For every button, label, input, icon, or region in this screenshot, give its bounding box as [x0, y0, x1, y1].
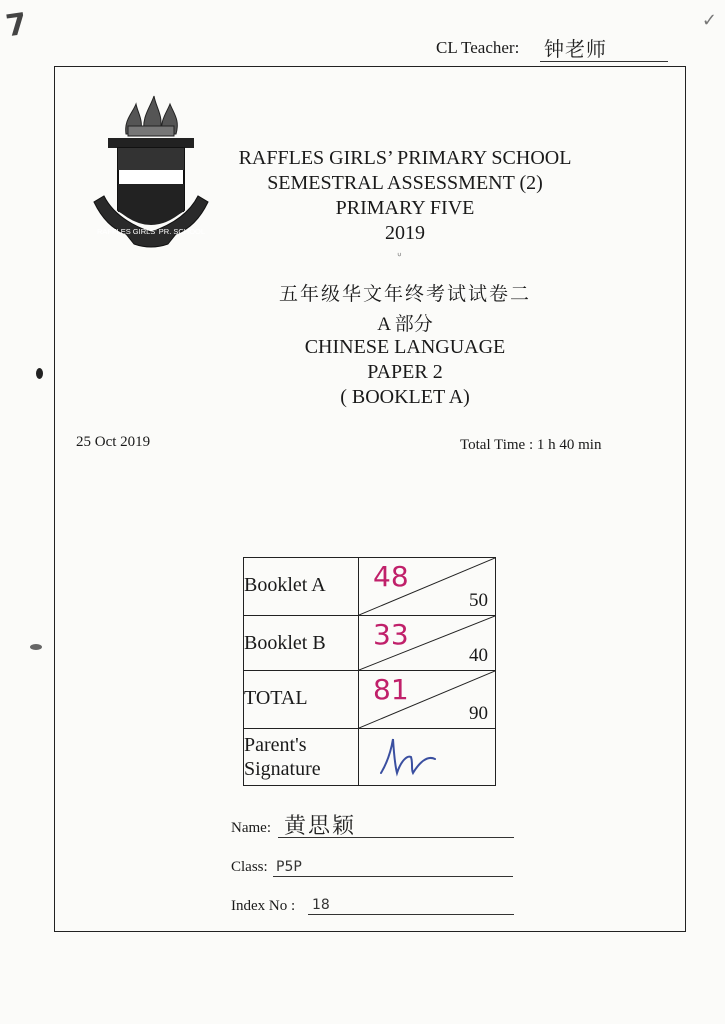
row-label: Booklet A [244, 574, 326, 596]
score-total: 40 [469, 645, 488, 666]
small-pen-mark: ᐡ [397, 250, 402, 264]
cl-teacher-name: 钟老师 [544, 37, 607, 61]
score-handwritten: 81 [373, 673, 409, 706]
subject-title: CHINESE LANGUAGE [304, 336, 506, 358]
hole-punch-mark [30, 644, 42, 650]
crest-motto: RAFFLES GIRLS' PR. SCHOOL [96, 227, 206, 236]
hole-punch-mark [36, 368, 43, 379]
marks-table [243, 557, 496, 786]
parent-signature-cell [359, 729, 496, 786]
table-row [244, 558, 496, 616]
index-underline [308, 914, 514, 915]
paper-title: PAPER 2 [367, 361, 443, 383]
index-label: Index No : [231, 898, 296, 914]
school-crest-logo [86, 92, 216, 252]
total-time: Total Time : 1 h 40 min [460, 437, 602, 453]
class-underline [273, 876, 513, 877]
score-handwritten: 33 [373, 618, 409, 651]
exam-date: 25 Oct 2019 [76, 434, 151, 450]
chinese-title: 五年级华文年终考试试卷二 [278, 284, 531, 305]
table-row [244, 671, 496, 729]
assessment-title: SEMESTRAL ASSESSMENT (2) [267, 172, 543, 194]
level-title: PRIMARY FIVE [335, 197, 475, 219]
student-class: P5P [276, 859, 302, 875]
name-label: Name: [231, 820, 271, 836]
score-total: 50 [469, 590, 488, 611]
student-name: 黄思颖 [284, 814, 357, 839]
class-label: Class: [231, 859, 268, 875]
school-name: RAFFLES GIRLS’ PRIMARY SCHOOL [238, 147, 572, 169]
row-label: TOTAL [244, 687, 308, 709]
booklet-title: ( BOOKLET A) [340, 386, 470, 408]
parent-signature-label [244, 729, 358, 781]
parent-signature-label-line2: Signature [244, 758, 321, 780]
corner-handwritten-mark: 7 [3, 6, 30, 45]
student-index: 18 [312, 897, 330, 913]
score-total: 90 [469, 703, 488, 724]
table-row [244, 729, 496, 786]
score-handwritten: 48 [373, 560, 409, 593]
corner-tick-mark: ✓ [701, 10, 717, 31]
row-label: Booklet B [244, 632, 326, 654]
cl-teacher-label: CL Teacher: [436, 38, 520, 57]
chinese-part-label: A 部分 [377, 314, 433, 335]
parent-signature-scribble [377, 733, 447, 779]
parent-signature-label-line1: Parent's [244, 734, 307, 756]
year-title: 2019 [385, 222, 425, 244]
table-row [244, 616, 496, 671]
